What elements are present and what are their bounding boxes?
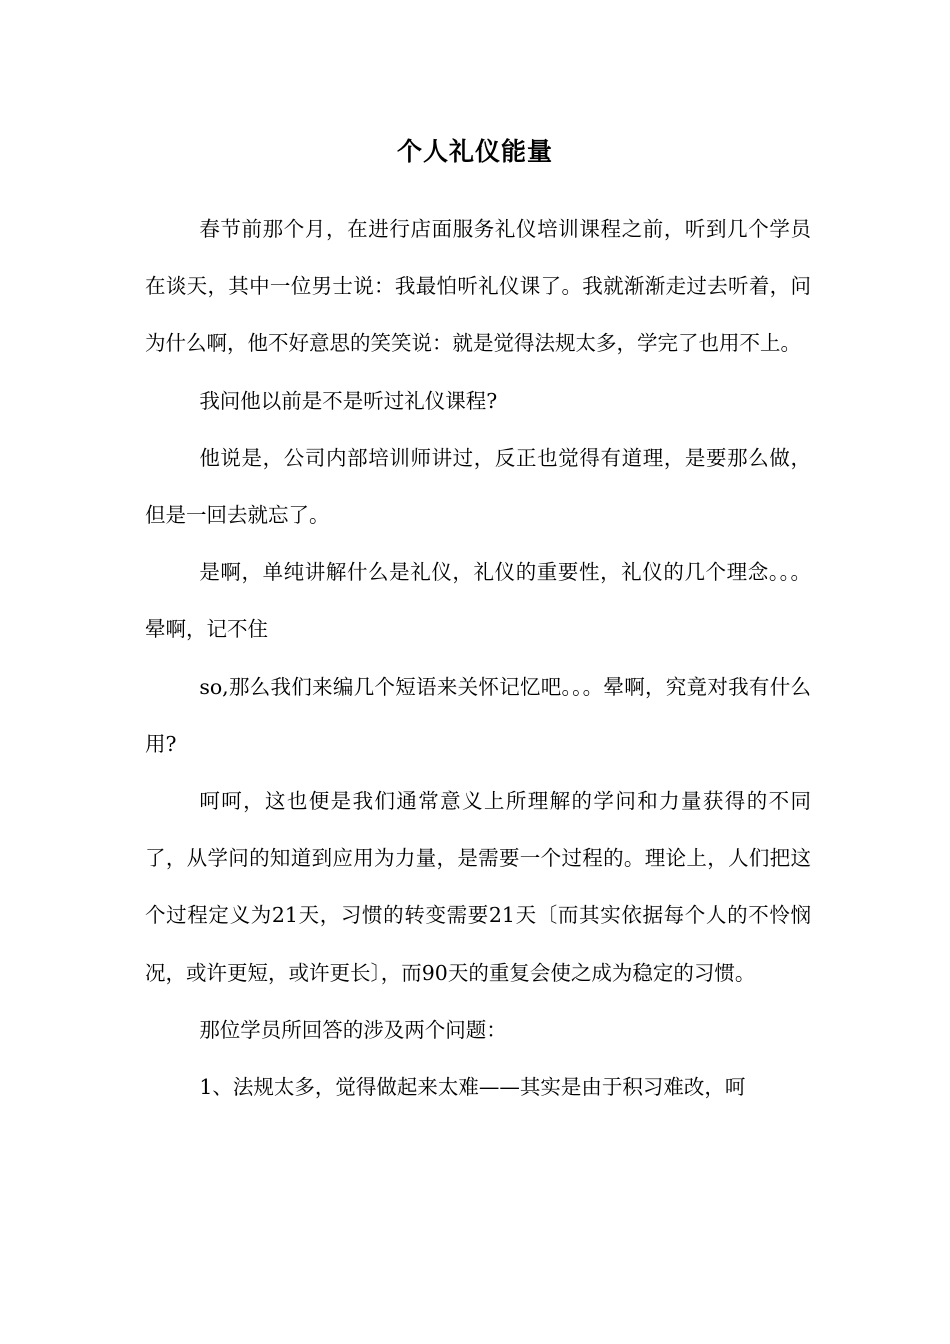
- document-body: [145, 201, 811, 1116]
- paragraph-1: 春节前那个月，在进行店面服务礼仪培训课程之前，听到几个学员在谈天，其中一位男士说：我最怕听礼仪课了。我就渐渐走过去听着，问为什么啊，他不好意思的笑笑说：就是觉得法规太多，学完了也用不上。: [145, 217, 811, 356]
- paragraph-2: 我问他以前是不是听过礼仪课程?: [199, 388, 498, 413]
- paragraph-8: 1、法规太多，觉得做起来太难——其实是由于积习难改，呵: [199, 1075, 746, 1100]
- document-title: 个人礼仪能量: [396, 137, 553, 166]
- paragraph-4: 是啊，单纯讲解什么是礼仪，礼仪的重要性，礼仪的几个理念。。。晕啊，记不住: [145, 560, 811, 642]
- paragraph-7: 那位学员所回答的涉及两个问题：: [199, 1017, 507, 1042]
- paragraph-6: 呵呵，这也便是我们通常意义上所理解的学问和力量获得的不同了，从学问的知道到应用为力量，是需要一个过程的。理论上，人们把这个过程定义为21天，习惯的转变需要21天〔而其实依据每个人的不怜悯况，或许更短，或许更长〕，而90天的重复会使之成为稳定的习惯。: [145, 789, 811, 985]
- paragraph-3: 他说是，公司内部培训师讲过，反正也觉得有道理，是要那么做，但是一回去就忘了。: [145, 445, 811, 528]
- paragraph-5: so,那么我们来编几个短语来关怀记忆吧。。。晕啊，究竟对我有什么用?: [145, 674, 811, 756]
